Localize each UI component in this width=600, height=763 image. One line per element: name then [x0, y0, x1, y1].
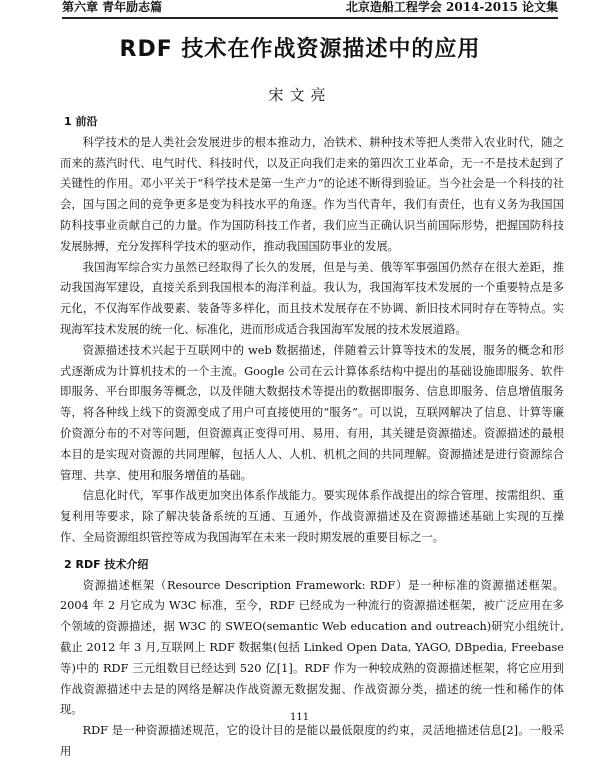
paper-author: 宋文亮: [268, 86, 332, 104]
running-header: [62, 0, 558, 19]
paragraph: 我国海军综合实力虽然已经取得了长久的发展，但是与美、俄等军事强国仍然存在很大差距，推动我国海军建设，直接关系到我国根本的海洋利益。我认为，我国海军技术发展的一个重要特点是多元化，不仅海军作战要素、装备等多样化，而且技术发展存在不协调、新旧技术同时存在等特点。实现海军技术发展的统一化、标准化，进而形成适合我国海军发展的技术发展道路。: [60, 260, 564, 336]
paragraph: 信息化时代，军事作战更加突出体系作战能力。要实现体系作战提出的综合管理、按需组织、重复利用等要求，除了解决装备系统的互通、互通外，作战资源描述及在资源描述基础上实现的互操作、全局资源组织管控等成为我国海军在未来一段时期发展的重要目标之一。: [60, 489, 564, 544]
page-number: 111: [290, 712, 310, 723]
section-heading-intro: 1 前沿: [64, 115, 98, 128]
paper-title: RDF 技术在作战资源描述中的应用: [119, 37, 481, 62]
paragraph: 科学技术的是人类社会发展进步的根本推动力，冶铁术、耕种技术等把人类带入农业时代，随之而来的蒸汽时代、电气时代、科技时代，以及正向我们走来的第四次工业革命，无一不是技术起到了关键性的作用。邓小平关于“科学技术是第一生产力”的论述不断得到验证。当今社会是一个科技的社会，国与国之间的竞争更多是变为科技水平的角逐。作为当代青年，我们有责任，也有义务为我国国防科技事业贡献自己的力量。作为国防科技工作者，我们应当正确认识当前国际形势，把握国防科技发展脉搏，充分发挥科学技术的驱动作，推动我国国防事业的发展。: [60, 135, 564, 253]
paragraph: 资源描述技术兴起于互联网中的 web 数据描述，伴随着云计算等技术的发展，服务的概念和形式逐渐成为计算机技术的一个主流。Google 公司在云计算体系结构中提出的基础设施即服务、软件即服务、平台即服务等概念，以及伴随大数据技术等提出的数据即服务、信息即服务、信息增值服务等，将各种线上线下的资源变成了用户可直接使用的“服务”。可以说，互联网解决了信息、计算等廉价资源分布的不对等问题，但资源真正变得可用、易用、有用，其关键是资源描述。资源描述的最根本目的是实现对资源的共同理解，包括人人、人机、机机之间的共同理解。资源描述是进行资源综合管理、共享、使用和服务增值的基础。: [60, 343, 564, 482]
paragraph: RDF 是一种资源描述规范，它的设计目的是能以最低限度的约束，灵活地描述信息[2]。一般采用: [60, 724, 564, 758]
section-heading-rdf: 2 RDF 技术介绍: [64, 557, 149, 571]
paper-body: [60, 112, 564, 763]
paragraph: 资源描述框架（Resource Description Framework: RDF）是一种标准的资源描述框架。 2004 年 2 月它成为 W3C 标准，至今，RDF 已经成为一种流行的资源描述框架，被广泛应用在多个领域的资源描述，据 W3C 的 SWEO(semantic Web education and outreach)研究小组统计,截止 2012 年 3 月,互联网上 RDF 数据集(包括 Linked Open Data, YAGO, DBpedia, Freebase 等)中的 RDF 三元组数目已经达到 520 亿[1]。RDF 作为一种较成熟的资源描述框架，将它应用到作战资源描述中去是的网络是解决作战资源无数据发掘、作战资源分类，描述的统一性和稀作的体现。: [60, 578, 564, 717]
header-proceedings: 北京造船工程学会 2014-2015 论文集: [345, 0, 558, 14]
header-chapter: 第六章 青年励志篇: [62, 0, 163, 14]
